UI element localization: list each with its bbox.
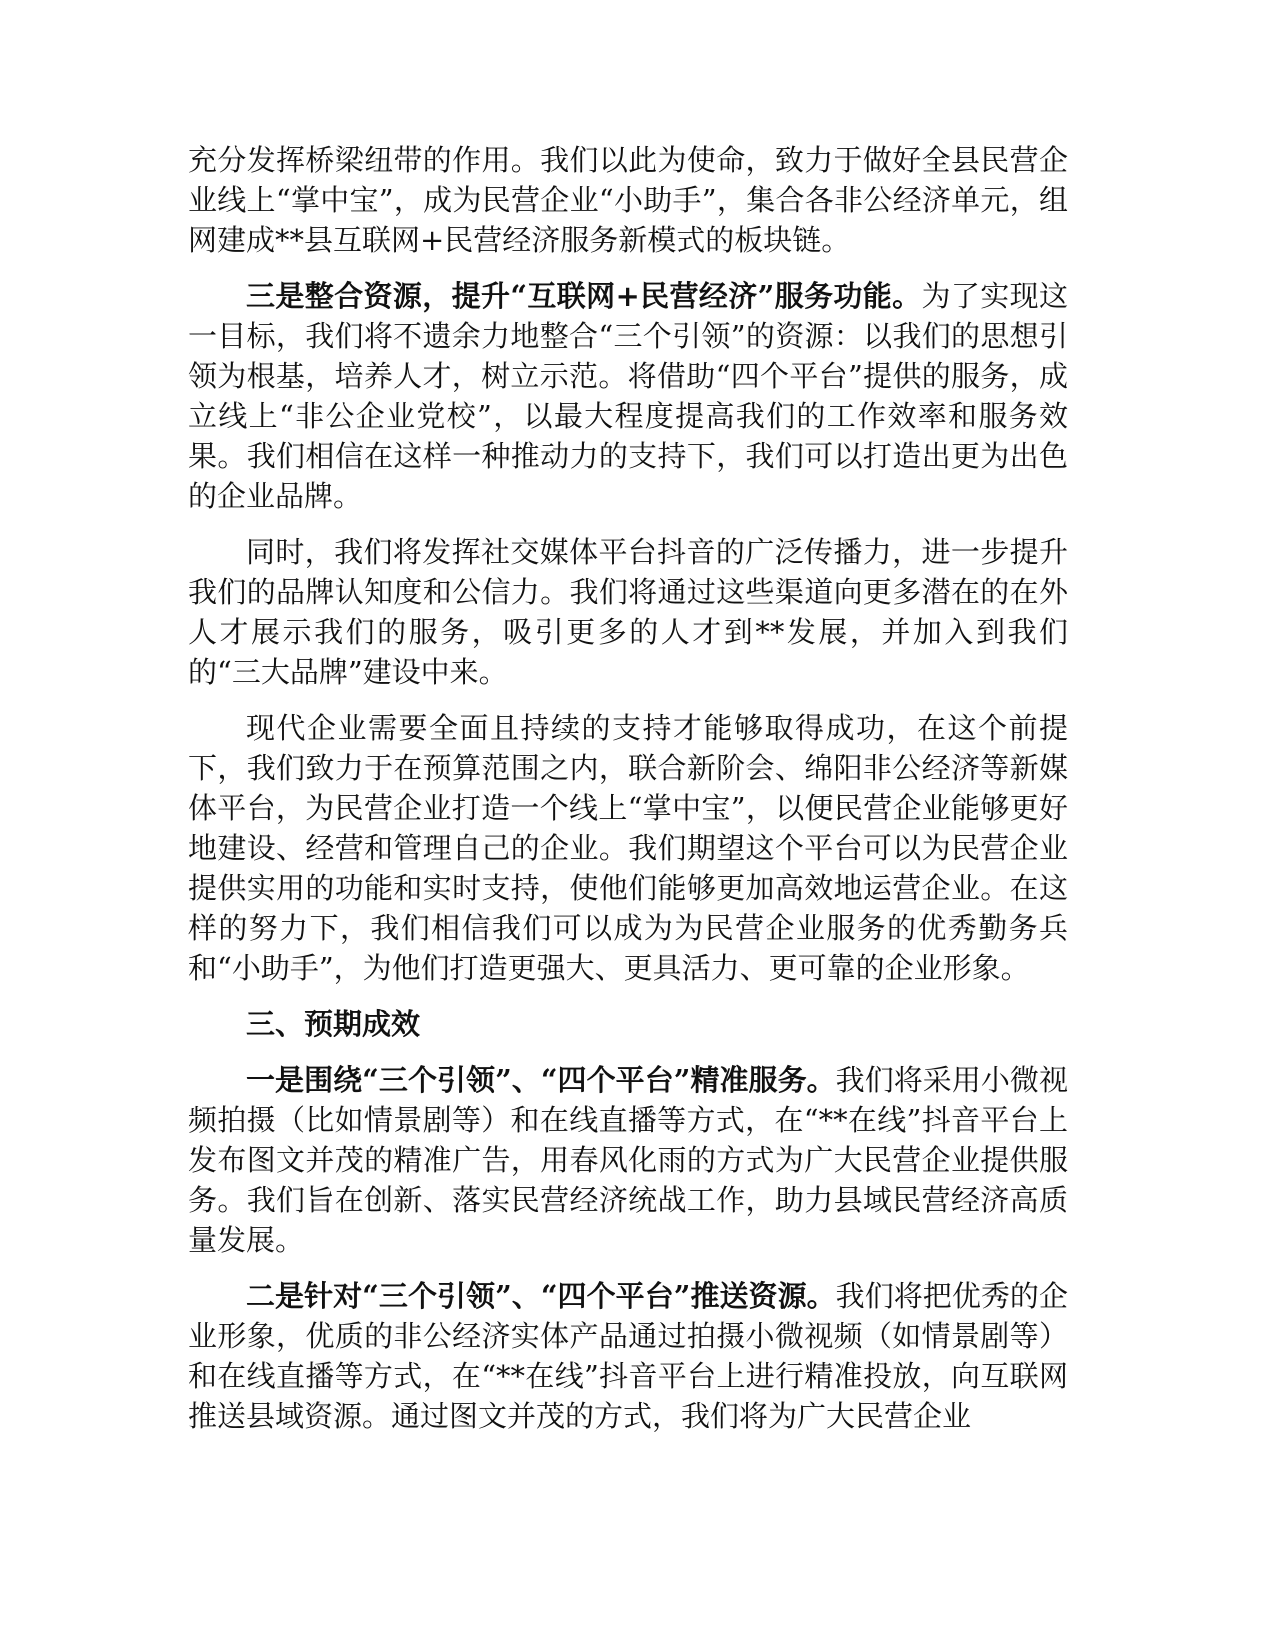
paragraph-lead: 一是围绕“三个引领”、“四个平台”精准服务。 bbox=[246, 1063, 836, 1097]
paragraph-text: 同时，我们将发挥社交媒体平台抖音的广泛传播力，进一步提升我们的品牌认知度和公信力。我们将通过这些渠道向更多潜在的在外人才展示我们的服务，吸引更多的人才到**发展，并加入到我们的“三大品牌”建设中来。 bbox=[188, 535, 1068, 689]
paragraph-lead: 三是整合资源，提升“互联网+民营经济”服务功能。 bbox=[246, 279, 922, 313]
paragraph-text: 为了实现这一目标，我们将不遗余力地整合“三个引领”的资源：以我们的思想引领为根基，培养人才，树立示范。将借助“四个平台”提供的服务，成立线上“非公企业党校”，以最大程度提高我们的工作效率和服务效果。我们相信在这样一种推动力的支持下，我们可以打造出更为出色的企业品牌。 bbox=[188, 279, 1068, 513]
paragraph-modern-enterprise bbox=[188, 708, 1068, 988]
paragraph-text: 现代企业需要全面且持续的支持才能够取得成功，在这个前提下，我们致力于在预算范围之内，联合新阶会、绵阳非公经济等新媒体平台，为民营企业打造一个线上“掌中宝”，以便民营企业能够更好地建设、经营和管理自己的企业。我们期望这个平台可以为民营企业提供实用的功能和实时支持，使他们能够更加高效地运营企业。在这样的努力下，我们相信我们可以成为为民营企业服务的优秀勤务兵和“小助手”，为他们打造更强大、更具活力、更可靠的企业形象。 bbox=[188, 711, 1068, 985]
paragraph-lead: 二是针对“三个引领”、“四个平台”推送资源。 bbox=[246, 1279, 836, 1313]
paragraph-social-media bbox=[188, 532, 1068, 692]
document-page bbox=[188, 140, 1068, 1452]
paragraph-precise-service bbox=[188, 1060, 1068, 1260]
paragraph-text: 我们将采用小微视频拍摄（比如情景剧等）和在线直播等方式，在“**在线”抖音平台上发布图文并茂的精准广告，用春风化雨的方式为广大民营企业提供服务。我们旨在创新、落实民营经济统战工作，助力县域民营经济高质量发展。 bbox=[188, 1063, 1068, 1257]
section-heading: 三、预期成效 bbox=[246, 1007, 421, 1041]
paragraph-continuation bbox=[188, 140, 1068, 260]
paragraph-text: 我们将把优秀的企业形象，优质的非公经济实体产品通过拍摄小微视频（如情景剧等）和在线直播等方式，在“**在线”抖音平台上进行精准投放，向互联网推送县域资源。通过图文并茂的方式，我们将为广大民营企业 bbox=[188, 1279, 1068, 1433]
paragraph-push-resources bbox=[188, 1276, 1068, 1436]
paragraph-integrate-resources bbox=[188, 276, 1068, 516]
paragraph-text: 充分发挥桥梁纽带的作用。我们以此为使命，致力于做好全县民营企业线上“掌中宝”，成为民营企业“小助手”，集合各非公经济单元，组网建成**县互联网+民营经济服务新模式的板块链。 bbox=[188, 143, 1068, 257]
